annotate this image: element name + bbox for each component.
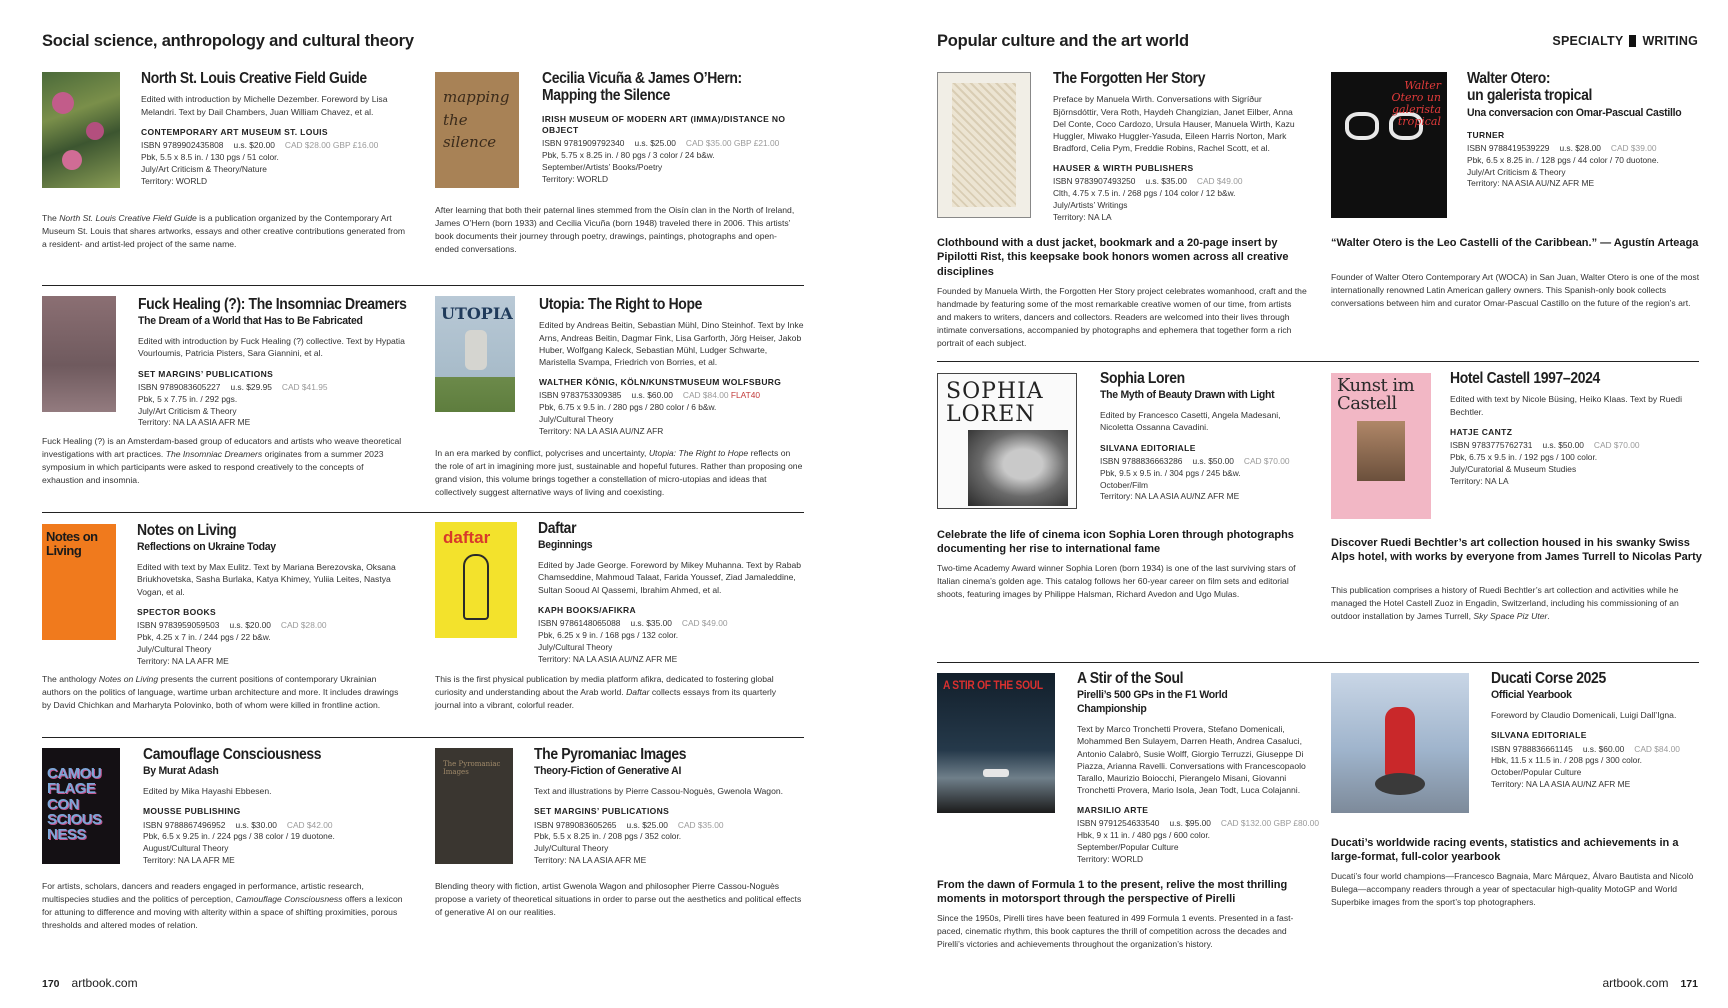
book-specs xyxy=(1053,176,1308,224)
forgotten-cover xyxy=(937,72,1031,218)
camouflage-cover xyxy=(42,748,120,864)
cover-title: Kunst im Castell xyxy=(1337,375,1415,414)
camouflage-desc: For artists, scholars, dancers and readers engaged in performance, artistic research, multispecies studies and the politics of perception, Camouflage Consciousness offers a lexicon for attuning to difference and moving with alterity within a space of shifting proximities, porous thresholds and altered modes of relation. xyxy=(42,881,403,930)
divider xyxy=(937,662,1699,663)
book-publisher: SILVANA EDITORIALE xyxy=(1100,442,1196,453)
book-publisher: SPECTOR BOOKS xyxy=(137,606,217,617)
left-section-title: Social science, anthropology and cultural theory xyxy=(42,32,414,50)
price-us: u.s. $30.00 xyxy=(235,819,277,830)
book-title: A Stir of the Soul xyxy=(1077,670,1184,687)
rider-shape xyxy=(1385,707,1415,777)
cover-title: daftar xyxy=(443,528,491,547)
ducati-meta xyxy=(1491,670,1706,791)
book-subtitle: The Dream of a World that Has to Be Fabricated xyxy=(138,315,363,328)
vicuna-cover xyxy=(435,72,519,188)
cover-title: A STIR OF THE SOUL xyxy=(943,678,1043,692)
cover-title: CAMOU FLAGE CON SCIOUS NESS xyxy=(47,765,102,844)
date-category: October/Popular Culture xyxy=(1491,767,1582,778)
book-title: Ducati Corse 2025 xyxy=(1491,670,1606,687)
vicuna-meta xyxy=(542,70,802,186)
isbn: ISBN 9781909792340 xyxy=(542,137,625,148)
book-credit: Edited by Andreas Beitin, Sebastian Mühl, Dino Steinhof. Text by Inke Arns, Andreas Beitin, Dagmar Fink, Lisa Garforth, Jörg Heiser, Jakob Huber, Wolfgang Kaleck, Sebastian Mühl, Ludger Schwarte, Maristella Svampa, Friedrich von Borries, et al. xyxy=(539,320,804,367)
isbn: ISBN 9788836663286 xyxy=(1100,455,1183,466)
isbn: ISBN 9789083605227 xyxy=(138,381,221,392)
price-us: u.s. $60.00 xyxy=(1582,743,1625,754)
isbn: ISBN 9788419539229 xyxy=(1467,142,1550,153)
book-subtitle: Official Yearbook xyxy=(1491,689,1572,702)
book-specs xyxy=(141,140,411,188)
date-category: September/Artists’ Books/Poetry xyxy=(542,161,663,172)
book-credit: Preface by Manuela Wirth. Conversations with Sigríður Björnsdóttir, Vera Roth, Haydeh Changizian, Janet Eilber, Anna Del Conte, Coco Cardozo, Ursula Hauser, Manuela Wirth, Kazu Huggler, Miwako Huggler-Yasuda, Eileen Harris Norton, Mark Bradford, Celia Pym, Freddie Robins, Rachel Scott, et al. xyxy=(1053,94,1295,154)
price-other: CAD $41.95 xyxy=(281,381,328,392)
forgotten-meta xyxy=(1053,70,1308,224)
book-specs xyxy=(1491,744,1706,792)
daftar-cover xyxy=(435,522,517,638)
price-other: CAD $42.00 xyxy=(286,819,333,830)
right-section-title: Popular culture and the art world xyxy=(937,32,1189,50)
book-credit: Edited with introduction by Michelle Dezember. Foreword by Lisa Melandri. Text by Dail Chambers, Juan William Chavez, et al. xyxy=(141,94,388,117)
cover-handwriting: mapping the silence xyxy=(443,88,510,151)
book-title: Camouflage Consciousness xyxy=(143,746,322,763)
cover-title: UTOPIA xyxy=(441,304,513,323)
isbn: ISBN 9789902435808 xyxy=(141,139,224,150)
book-credit: Edited by Jade George. Foreword by Mikey Muhanna. Text by Rabab Chamseddine, Mahmoud Talaat, Farida Youssef, Ziad Jamaleddine, Sultan Sooud Al Qassemi, Ibrahim Ahmed, et al. xyxy=(538,560,802,595)
sophia-desc: Two-time Academy Award winner Sophia Loren (born 1934) is one of the last surviving stars of Italian cinema’s golden age. This catalog follows her 60-year career on film sets and editorial shoots, featuring images by Philippe Halsman, Richard Avedon and Ugo Mulas. xyxy=(937,563,1296,599)
format: Pbk, 4.25 x 7 in. / 244 pgs / 22 b&w. xyxy=(137,631,271,642)
book-publisher: HAUSER & WIRTH PUBLISHERS xyxy=(1053,163,1194,174)
isbn: ISBN 9783775762731 xyxy=(1450,439,1533,450)
book-credit: Text by Marco Tronchetti Provera, Stefano Domenicali, Mohammed Ben Sulayem, Darren Heath, Andrea Casaluci, Antonio Calabrò, Susie Wolff, Giorgio Terruzzi, Giuseppe Di Piazza, Arianna Ravelli. Conversations with Francescopaolo Tarallo, Maurizio Boiocchi, Pierangelo Misani, Giovanni Tronchetti Provera, Mario Isola, Jean Todt, Luca Colajanni. xyxy=(1077,724,1306,796)
date-category: July/Cultural Theory xyxy=(538,641,613,652)
territory: Territory: WORLD xyxy=(1077,854,1144,865)
book-title: Cecilia Vicuña & James O’Hern: xyxy=(542,70,742,87)
territory: Territory: NA LA AFR ME xyxy=(137,655,229,666)
book-specs xyxy=(1450,440,1705,488)
book-specs xyxy=(539,390,804,438)
book-title: North St. Louis Creative Field Guide xyxy=(141,70,367,87)
castell-hook: Discover Ruedi Bechtler’s art collection housed in his swanky Swiss Alps hotel, with works by everyone from James Turrell to Nicolas Party xyxy=(1331,537,1702,564)
date-category: October/Film xyxy=(1100,479,1148,490)
forgotten-desc: Founded by Manuela Wirth, the Forgotten Her Story project celebrates womanhood, craft and the handmade by featuring some of the most remarkable creative women of our time, from artists and makers to writers, dancers and collectors. Readers are welcomed into their lives through intimate conversations, accompanied by photographs and ephemera that together form a rich portrait of each subject. xyxy=(937,286,1307,348)
book-title-line2: Mapping the Silence xyxy=(542,87,671,105)
price-other: CAD $28.00 GBP £16.00 xyxy=(284,139,379,150)
daftar-meta xyxy=(538,520,806,666)
format: Pbk, 6.75 x 9.5 in. / 192 pgs / 100 color. xyxy=(1450,451,1598,462)
territory: Territory: NA LA ASIA AU/NZ AFR xyxy=(539,425,664,436)
book-title: Utopia: The Right to Hope xyxy=(539,296,703,313)
wheel-shape xyxy=(1375,773,1425,795)
book-specs xyxy=(538,618,806,666)
format: Pbk, 6.25 x 9 in. / 168 pgs / 132 color. xyxy=(538,629,679,640)
territory: Territory: NA LA AFR ME xyxy=(143,855,235,866)
isbn: ISBN 9783907493250 xyxy=(1053,176,1136,187)
book-subtitle: By Murat Adash xyxy=(143,765,219,778)
price-other: CAD $70.00 xyxy=(1593,439,1640,450)
book-credit: Edited by Francesco Casetti, Angela Madesani, Nicoletta Ossanna Cavadini. xyxy=(1100,410,1281,433)
book-publisher: KAPH BOOKS/AFIKRA xyxy=(538,604,637,615)
book-credit: Edited with text by Max Eulitz. Text by Mariana Berezovska, Oksana Briukhovetska, Sasha Burlaka, Katya Khimey, Yuliia Leites, Nastya Vogan, et al. xyxy=(137,562,396,597)
price-us: u.s. $25.00 xyxy=(626,819,668,830)
price-other: CAD $28.00 xyxy=(280,619,327,630)
price-other: CAD $49.00 xyxy=(681,617,728,628)
book-publisher: CONTEMPORARY ART MUSEUM ST. LOUIS xyxy=(141,126,328,137)
price-other: CAD $84.00 xyxy=(1634,743,1680,754)
format: Pbk, 5.5 x 8.25 in. / 208 pgs / 352 color. xyxy=(534,831,682,842)
divider xyxy=(42,285,804,286)
price-other: CAD $70.00 xyxy=(1243,455,1290,466)
book-publisher: MARSILIO ARTE xyxy=(1077,805,1149,816)
book-publisher: SILVANA EDITORIALE xyxy=(1491,730,1587,741)
flat-tag: FLAT40 xyxy=(730,390,761,401)
left-folio xyxy=(42,976,138,990)
utopia-meta xyxy=(539,296,804,438)
price-us: u.s. $20.00 xyxy=(233,139,275,150)
divider xyxy=(42,512,804,513)
book-publisher: TURNER xyxy=(1467,129,1505,140)
book-credit: Edited with text by Nicole Büsing, Heiko Klaas. Text by Ruedi Bechtler. xyxy=(1450,394,1682,417)
castell-meta xyxy=(1450,370,1705,488)
ducati-hook: Ducati’s worldwide racing events, statistics and achievements in a large-format, full-color yearbook xyxy=(1331,837,1679,864)
section-tag xyxy=(1552,34,1698,48)
figure-drawing xyxy=(463,554,489,620)
price-us: u.s. $35.00 xyxy=(630,617,672,628)
divider xyxy=(937,361,1699,362)
date-category: July/Cultural Theory xyxy=(137,643,212,654)
book-title-line2: un galerista tropical xyxy=(1467,87,1593,105)
format: Pbk, 6.75 x 9.5 in. / 280 pgs / 280 color / 6 b&w. xyxy=(539,402,717,413)
price-us: u.s. $95.00 xyxy=(1169,818,1211,829)
site-link[interactable]: artbook.com xyxy=(71,976,138,990)
book-specs xyxy=(137,620,412,668)
book-title: Sophia Loren xyxy=(1100,370,1185,387)
price-us: u.s. $35.00 xyxy=(1145,176,1187,187)
healing-meta xyxy=(138,296,423,429)
book-publisher: SET MARGINS’ PUBLICATIONS xyxy=(138,368,274,379)
format: Pbk, 5.75 x 8.25 in. / 80 pgs / 3 color / 24 b&w. xyxy=(542,149,715,160)
otero-desc: Founder of Walter Otero Contemporary Art (WOCA) in San Juan, Walter Otero is one of the most internationally renowned Latin American gallery owners. This Spanish-only book collects conversations between him and curator Omar-Pascual Castillo on the future of the region’s art. xyxy=(1331,272,1700,308)
notes-meta xyxy=(137,522,412,668)
price-other: CAD $35.00 xyxy=(677,819,724,830)
isbn: ISBN 9783959059503 xyxy=(137,619,220,630)
date-category: July/Curatorial & Museum Studies xyxy=(1450,463,1577,474)
vicuna-desc: After learning that both their paternal lines stemmed from the Oisín clan in the North of Ireland, James O’Hern (born 1933) and Cecilia Vicuña (born 1948) traveled there in 2006. This artists’ book documents their journey through poetry, drawings, paintings, photographs and open-ended conversations. xyxy=(435,205,795,254)
sophia-hook: Celebrate the life of cinema icon Sophia Loren through photographs documenting her rise to international fame xyxy=(937,529,1294,556)
territory: Territory: NA LA ASIA AU/NZ AFR ME xyxy=(538,653,678,664)
sophia-cover xyxy=(937,373,1077,509)
price-us: u.s. $50.00 xyxy=(1542,439,1584,450)
stir-meta xyxy=(1077,670,1319,866)
divider xyxy=(42,737,804,738)
forgotten-hook: Clothbound with a dust jacket, bookmark and a 20-page insert by Pipilotti Rist, this keepsake book honors women across all creative disciplines xyxy=(937,237,1289,278)
territory: Territory: WORLD xyxy=(542,173,609,184)
sophia-meta xyxy=(1100,370,1315,503)
price-other: CAD $132.00 GBP £80.00 xyxy=(1220,818,1319,829)
portrait-photo xyxy=(968,430,1068,506)
territory: Territory: NA LA ASIA AU/NZ AFR ME xyxy=(1491,779,1631,790)
book-subtitle: Theory-Fiction of Generative AI xyxy=(534,765,682,778)
book-title: The Pyromaniac Images xyxy=(534,746,687,763)
book-specs xyxy=(1100,456,1315,504)
territory: Territory: NA LA ASIA AFR ME xyxy=(138,417,251,428)
price-us: u.s. $29.95 xyxy=(230,381,272,392)
healing-cover xyxy=(42,296,116,412)
date-category: July/Cultural Theory xyxy=(539,414,614,425)
pyromaniac-desc: Blending theory with fiction, artist Gwenola Wagon and philosopher Pierre Cassou-Noguès propose a variety of theoretical situations in order to parse out the aesthetics and political effects of generative AI on our realities. xyxy=(435,881,802,917)
isbn: ISBN 9783753309385 xyxy=(539,390,622,401)
book-publisher: IRISH MUSEUM OF MODERN ART (IMMA)/DISTANCE NO OBJECT xyxy=(542,113,786,135)
book-specs xyxy=(1467,143,1707,191)
format: Clth, 4.75 x 7.5 in. / 268 pgs / 104 color / 12 b&w. xyxy=(1053,188,1236,199)
stir-desc: Since the 1950s, Pirelli tires have been featured in 499 Formula 1 events. Presented in a fast-paced, cinematic rhythm, this book captures the thrill of competition across the decades and Pirelli’s victories and achievements throughout the organization’s history. xyxy=(937,913,1294,949)
date-category: July/Art Criticism & Theory/Nature xyxy=(141,163,267,174)
stir-cover xyxy=(937,673,1055,813)
book-title: Hotel Castell 1997–2024 xyxy=(1450,370,1600,387)
territory: Territory: NA LA xyxy=(1450,475,1509,486)
date-category: July/Art Criticism & Theory xyxy=(138,405,237,416)
flower-shape xyxy=(62,150,82,170)
price-other: CAD $84.00 xyxy=(682,390,729,401)
page-number: 171 xyxy=(1680,978,1698,990)
healing-desc: Fuck Healing (?) is an Amsterdam-based group of educators and artists who weave theoretical investigations with art practices. The Insomniac Dreamers originates from a summer 2023 symposium in which participants were asked to respond creatively to the concepts of exhaustion and insomnia. xyxy=(42,436,402,485)
book-title: Fuck Healing (?): The Insomniac Dreamers xyxy=(138,296,407,313)
cover-title: The Pyromaniac Images xyxy=(443,760,501,777)
sculpture-shape xyxy=(465,330,487,370)
date-category: July/Artists’ Writings xyxy=(1053,200,1128,211)
page-number: 170 xyxy=(42,978,60,990)
price-other: CAD $49.00 xyxy=(1196,176,1243,187)
price-us: u.s. $20.00 xyxy=(229,619,271,630)
format: Pbk, 9.5 x 9.5 in. / 304 pgs / 245 b&w. xyxy=(1100,467,1241,478)
ducati-desc: Ducati’s four world champions—Francesco Bagnaia, Marc Márquez, Álvaro Bautista and Nicolò Bulega—accompany readers through a year of spectacular high-quality MotoGP and World Superbike images from the sport’s top photographers. xyxy=(1331,871,1694,907)
book-title: Daftar xyxy=(538,520,577,537)
price-us: u.s. $25.00 xyxy=(634,137,676,148)
book-title: Notes on Living xyxy=(137,522,237,539)
race-car-shape xyxy=(983,769,1009,777)
pyromaniac-meta xyxy=(534,746,804,867)
book-subtitle: Pirelli’s 500 GPs in the F1 World Championship xyxy=(1077,689,1228,716)
book-specs xyxy=(542,138,802,186)
book-publisher: SET MARGINS’ PUBLICATIONS xyxy=(534,806,670,817)
castell-desc: This publication comprises a history of Ruedi Bechtler’s art collection and activities while he managed the Hotel Castell Zuoz in Engadin, Switzerland, including his commissioning of an outdoor installation by James Turrell, Sky Space Piz Uter. xyxy=(1331,585,1679,621)
right-folio xyxy=(1602,976,1698,990)
pattern-panel xyxy=(952,83,1016,207)
price-other: CAD $35.00 GBP £21.00 xyxy=(685,137,780,148)
daftar-desc: This is the first physical publication by media platform afikra, dedicated to fostering global curiosity and understanding about the Arab world. Daftar collects essays from its quarterly journal into a vibrant, colorful reader. xyxy=(435,674,777,710)
format: Pbk, 5.5 x 8.5 in. / 130 pgs / 51 color. xyxy=(141,151,279,162)
territory: Territory: NA LA xyxy=(1053,212,1112,223)
section-tag-specialty: SPECIALTY xyxy=(1552,34,1624,48)
territory: Territory: NA ASIA AU/NZ AFR ME xyxy=(1467,178,1595,189)
book-credit: Edited by Mika Hayashi Ebbesen. xyxy=(143,786,272,797)
book-specs xyxy=(138,382,423,430)
otero-cover xyxy=(1331,72,1447,218)
book-credit: Text and illustrations by Pierre Cassou-Noguès, Gwenola Wagon. xyxy=(534,786,784,797)
flower-shape xyxy=(52,92,74,114)
notes-cover xyxy=(42,524,116,640)
territory: Territory: NA LA ASIA AU/NZ AFR ME xyxy=(1100,491,1240,502)
book-publisher: HATJE CANTZ xyxy=(1450,426,1513,437)
cover-title: Notes on Living xyxy=(46,529,98,558)
format: Pbk, 6.5 x 9.25 in. / 224 pgs / 38 color / 19 duotone. xyxy=(143,831,335,842)
glasses-shape xyxy=(1345,112,1379,140)
book-publisher: MOUSSE PUBLISHING xyxy=(143,806,241,817)
pyromaniac-cover xyxy=(435,748,513,864)
book-credit: Edited with introduction by Fuck Healing (?) collective. Text by Hypatia Vourloumis, Patricia Pisters, Sara Giannini, et al. xyxy=(138,336,405,359)
date-category: September/Popular Culture xyxy=(1077,842,1179,853)
notes-desc: The anthology Notes on Living presents the current positions of contemporary Ukrainian authors on the politics of language, wartime urban architecture and more. It includes drawings by David Chichkan and Marharyta Polovinko, both of whom were killed in frontline action. xyxy=(42,674,399,710)
isbn: ISBN 9791254633540 xyxy=(1077,818,1160,829)
book-subtitle: Reflections on Ukraine Today xyxy=(137,541,276,554)
price-us: u.s. $50.00 xyxy=(1192,455,1234,466)
camouflage-meta xyxy=(143,746,408,867)
isbn: ISBN 9789083605265 xyxy=(534,819,617,830)
utopia-cover xyxy=(435,296,515,412)
otero-hook: “Walter Otero is the Leo Castelli of the Caribbean.” — Agustín Arteaga xyxy=(1331,237,1699,249)
book-title: Walter Otero: xyxy=(1467,70,1551,87)
date-category: August/Cultural Theory xyxy=(143,843,229,854)
book-specs xyxy=(1077,818,1319,866)
book-subtitle: Una conversacion con Omar-Pascual Castillo xyxy=(1467,106,1682,119)
price-other: CAD $39.00 xyxy=(1610,142,1657,153)
cover-title: Walter Otero un galerista tropical xyxy=(1391,79,1441,129)
format: Hbk, 9 x 11 in. / 480 pgs / 600 color. xyxy=(1077,830,1210,841)
north-st-louis-desc: The North St. Louis Creative Field Guide is a publication organized by the Contemporary Art Museum St. Louis that shares artworks, essays and other creative contributions generated from a resident- and artist-led project of the same name. xyxy=(42,213,406,249)
price-us: u.s. $60.00 xyxy=(631,390,673,401)
date-category: July/Art Criticism & Theory xyxy=(1467,166,1566,177)
interior-photo xyxy=(1357,421,1405,481)
cover-title: SOPHIA LOREN xyxy=(946,379,1044,428)
castell-cover xyxy=(1331,373,1431,519)
site-link[interactable]: artbook.com xyxy=(1602,976,1669,990)
territory: Territory: WORLD xyxy=(141,175,208,186)
book-specs xyxy=(534,820,804,868)
stir-hook: From the dawn of Formula 1 to the present, relive the most thrilling moments in motorsport through the perspective of Pirelli xyxy=(937,879,1288,906)
isbn: ISBN 9788867496952 xyxy=(143,819,226,830)
book-specs xyxy=(143,820,408,868)
price-us: u.s. $28.00 xyxy=(1559,142,1601,153)
format: Pbk, 5 x 7.75 in. / 292 pgs. xyxy=(138,393,238,404)
book-subtitle: The Myth of Beauty Drawn with Light xyxy=(1100,389,1275,402)
utopia-desc: In an era marked by conflict, polycrises and uncertainty, Utopia: The Right to Hope reflects on the role of art in imagining more just, sustainable and hopeful futures. Rather than proposing one grand vision, this volume brings together a constellation of micro-utopias and ideas that collectively suggest alternative ways of living and coexisting. xyxy=(435,448,803,497)
book-title: The Forgotten Her Story xyxy=(1053,70,1206,87)
format: Pbk, 6.5 x 8.25 in. / 128 pgs / 44 color / 70 duotone. xyxy=(1467,154,1659,165)
date-category: July/Cultural Theory xyxy=(534,843,609,854)
book-publisher: WALTHER KÖNIG, KÖLN/KUNSTMUSEUM WOLFSBURG xyxy=(539,377,782,388)
tag-separator xyxy=(1629,35,1636,47)
format: Hbk, 11.5 x 11.5 in. / 208 pgs / 300 color. xyxy=(1491,755,1642,766)
section-tag-writing: WRITING xyxy=(1642,34,1698,48)
north-st-louis-meta xyxy=(141,70,411,188)
isbn: ISBN 9786148065088 xyxy=(538,617,621,628)
ducati-cover xyxy=(1331,673,1469,813)
book-credit: Foreword by Claudio Domenicali, Luigi Dall’Igna. xyxy=(1491,710,1677,721)
north-st-louis-cover xyxy=(42,72,120,188)
book-subtitle: Beginnings xyxy=(538,539,593,552)
isbn: ISBN 9788836661145 xyxy=(1491,743,1573,754)
flower-shape xyxy=(86,122,104,140)
otero-meta xyxy=(1467,70,1707,190)
territory: Territory: NA LA ASIA AFR ME xyxy=(534,855,647,866)
